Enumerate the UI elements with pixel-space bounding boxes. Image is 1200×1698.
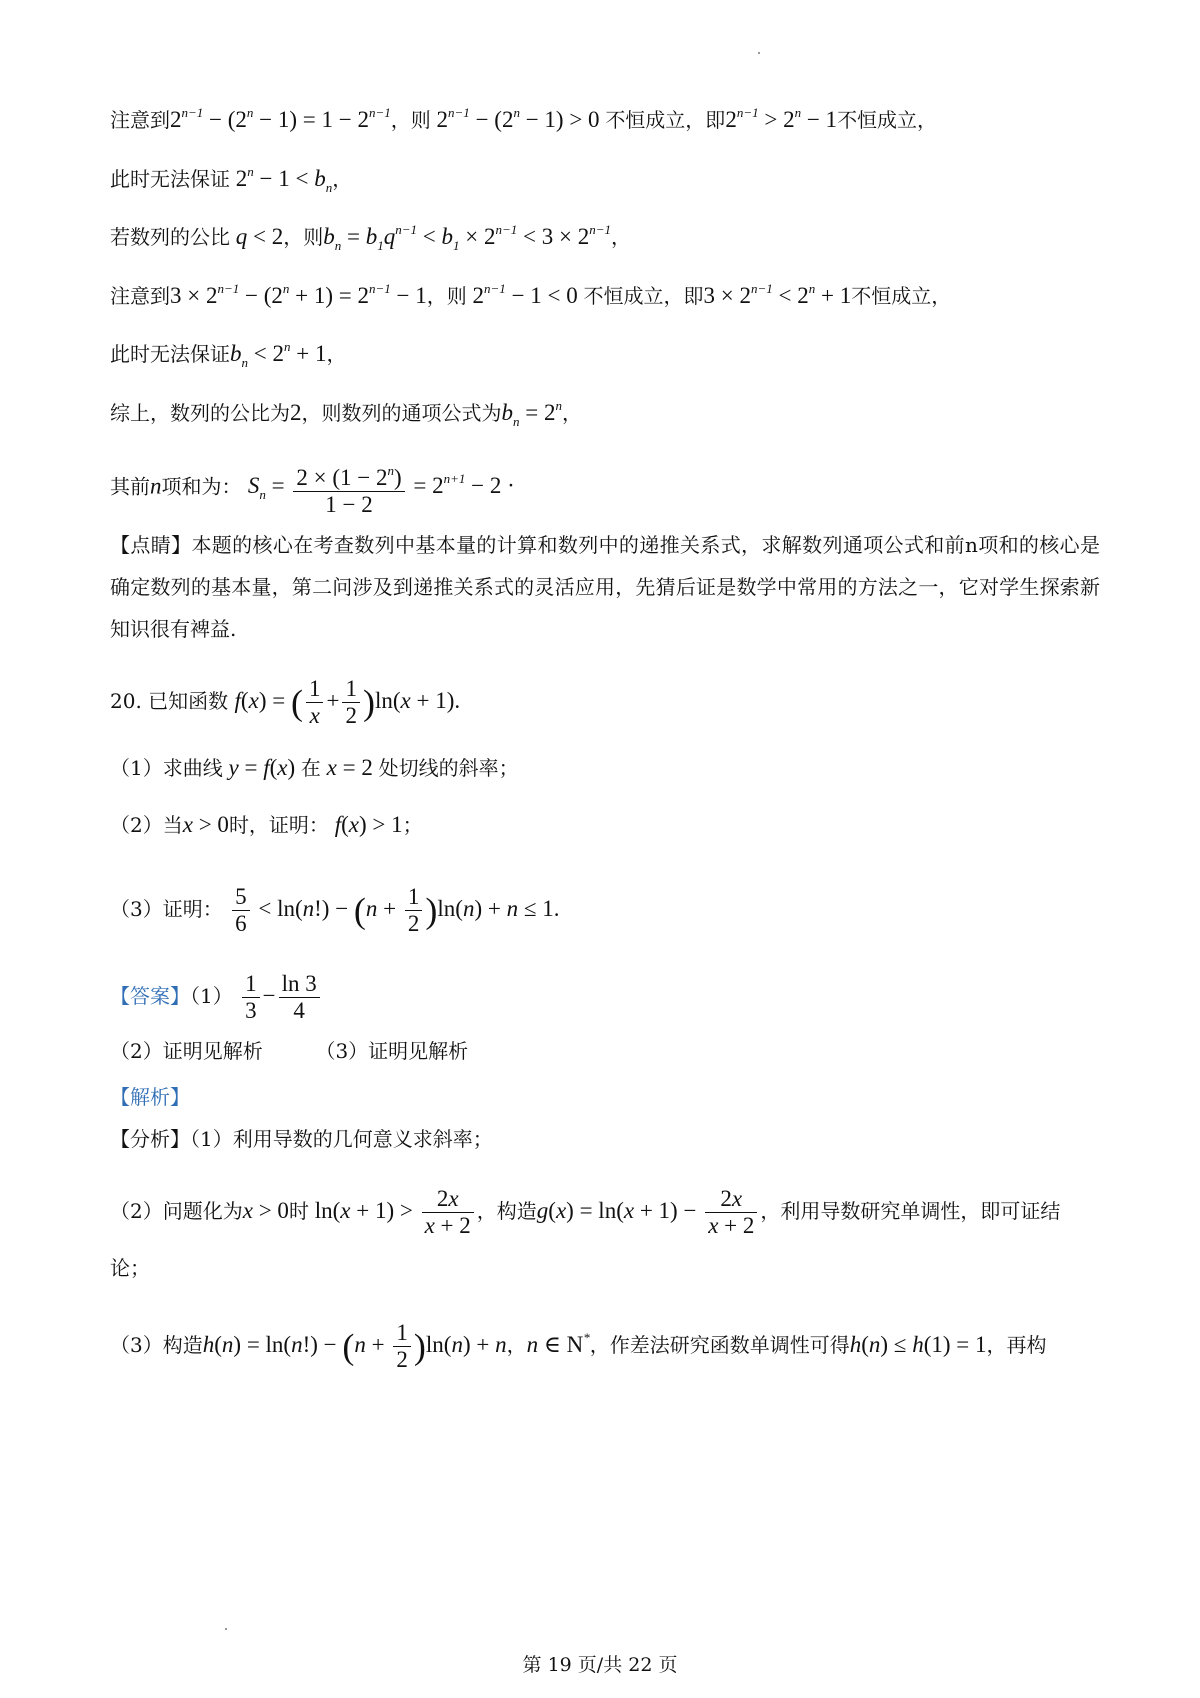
text: （3）证明见解析 <box>315 1039 469 1063</box>
math: n ∈ N* <box>526 1329 590 1357</box>
text-line <box>110 1124 493 1154</box>
text: （2）当 <box>110 813 183 837</box>
text: 项和为： <box>161 474 242 499</box>
dianjing-paragraph <box>110 524 1100 650</box>
text-line <box>110 332 346 378</box>
text-line <box>110 1036 468 1066</box>
text: ， <box>326 342 347 366</box>
text-line <box>110 391 582 437</box>
math: f(x) > 1 <box>334 812 403 837</box>
text: 其前 <box>110 474 150 499</box>
text: ，构造 <box>476 1198 537 1223</box>
math: x = 2 <box>326 755 379 780</box>
fenxi-label: 【分析】 <box>110 1127 190 1151</box>
text-line <box>110 884 559 937</box>
math: n <box>150 473 162 499</box>
text: 在 <box>300 756 321 780</box>
scan-dot <box>758 52 760 54</box>
text-line <box>110 1320 1046 1373</box>
question-number: 20. <box>110 688 142 713</box>
scan-dot <box>225 1628 227 1630</box>
text: 不恒成立，即 <box>605 108 726 132</box>
text-line <box>110 98 937 135</box>
math: $2^{n-1} - (2^n - 1) > 0$ <box>430 105 606 132</box>
math: q < 2 <box>235 224 284 249</box>
text-line <box>110 215 631 261</box>
math: ln(x + 1) > $\frac{2x}{x + 2}$ <box>309 1198 477 1223</box>
text: （2）证明见解析 <box>110 1039 263 1063</box>
text: 注意到 <box>110 284 170 308</box>
math: $\frac{5}{6}$ < ln(n!) − (n + $\frac{1}{2}$ )ln(n) + n ≤ 1. <box>229 896 559 921</box>
math: g(x) = ln(x + 1) − $\frac{2x}{x + 2}$ <box>537 1198 761 1223</box>
text: ，则 <box>426 284 467 308</box>
math: $3 \times 2^{n-1} - (2^n + 1) = 2^{n-1} - 1$ <box>170 281 427 308</box>
math: $\frac{1}{3}$ − $\frac{\ln 3}{4}$ <box>239 983 323 1008</box>
text: （3）构造 <box>110 1332 203 1357</box>
math: $b_n < 2^n + 1$ <box>230 339 327 370</box>
math: f(x) = ( $\frac{1}{x}$ + $\frac{1}{2}$ )ln(x + 1). <box>234 676 461 728</box>
text: （3）证明： <box>110 896 223 921</box>
text: ； <box>402 813 423 837</box>
text: 不恒成立， <box>851 284 952 308</box>
text: ，作差法研究函数单调性可得 <box>589 1332 850 1357</box>
math: $S_n$ = $\frac{2 \times (1 - 2^n)}{1 - 2}$ = $2^{n+1} - 2$ · <box>248 473 515 498</box>
answer-line <box>110 971 323 1024</box>
text-line <box>110 274 951 311</box>
math: h(n) ≤ h(1) = 1 <box>849 1331 987 1357</box>
text: ， <box>506 1332 527 1357</box>
math: $2^{n-1} - 1 < 0$ <box>466 281 584 308</box>
text-line <box>110 157 352 203</box>
text: ，则数列的通项公式为 <box>301 401 502 425</box>
text: ，则 <box>283 225 324 249</box>
text: 此时无法保证 <box>110 342 230 366</box>
text: ，利用导数研究单调性，即可证结 <box>760 1198 1061 1223</box>
math: x > 0 <box>182 812 229 837</box>
text-line <box>110 753 519 783</box>
text: （1） <box>190 983 233 1008</box>
text: ， <box>332 167 353 191</box>
math: $2^n - 1 < b_n$ <box>230 164 333 195</box>
math: $3 \times 2^{n-1} < 2^n + 1$ <box>703 281 852 308</box>
page-footer: 第 19 页/共 22 页 <box>522 1654 678 1676</box>
text: 若数列的公比 <box>110 225 230 249</box>
text-line <box>110 1186 1060 1239</box>
text-line <box>110 458 515 518</box>
text: 已知函数 <box>148 688 229 713</box>
text: 时 <box>288 1198 309 1223</box>
math: 2 <box>290 400 302 425</box>
math: $b_n = 2^n$ <box>501 398 562 429</box>
dianjing-text: 本题的核心在考查数列中基本量的计算和数列中的递推关系式，求解数列通项公式和前n项和的核心是确定数列的基本量，第二问涉及到递推关系式的灵活应用，先猜后证是数学中常用的方法之一，它对学生探索新知识很有裨益. <box>110 533 1101 641</box>
math: x > 0 <box>242 1197 289 1223</box>
text: ，则 <box>390 108 431 132</box>
answer-label: 【答案】 <box>110 983 190 1008</box>
text-line <box>110 810 423 840</box>
text: 不恒成立，即 <box>583 284 704 308</box>
math: h(n) = ln(n!) − (n + $\frac{1}{2}$ )ln(n) + n <box>202 1320 507 1372</box>
text: 不恒成立， <box>837 108 938 132</box>
dianjing-label: 【点睛】 <box>110 533 192 557</box>
text: 时，证明： <box>228 813 329 837</box>
text: （2）问题化为 <box>110 1198 243 1223</box>
text-line: 论； <box>110 1256 150 1280</box>
text: 注意到 <box>110 108 170 132</box>
text: （1）利用导数的几何意义求斜率； <box>190 1127 493 1151</box>
text: ，再构 <box>986 1332 1047 1357</box>
text: 综上，数列的公比为 <box>110 401 290 425</box>
math: $2^{n-1} - (2^n - 1) = 1 - 2^{n-1}$ <box>170 105 391 132</box>
text: 此时无法保证 <box>110 167 230 191</box>
text: 处切线的斜率； <box>378 756 519 780</box>
question-20 <box>110 676 460 729</box>
jiexi-label: 【解析】 <box>110 1085 190 1109</box>
text: ， <box>561 401 582 425</box>
math: $2^{n-1} > 2^n - 1$ <box>725 105 838 132</box>
text: （1）求曲线 <box>110 756 223 780</box>
math: $b_n = b_1q^{n-1} < b_1 \times 2^{n-1} < 3 \times 2^{n-1}$ <box>323 222 611 253</box>
math: y = f(x) <box>228 755 301 780</box>
text: ， <box>610 225 631 249</box>
